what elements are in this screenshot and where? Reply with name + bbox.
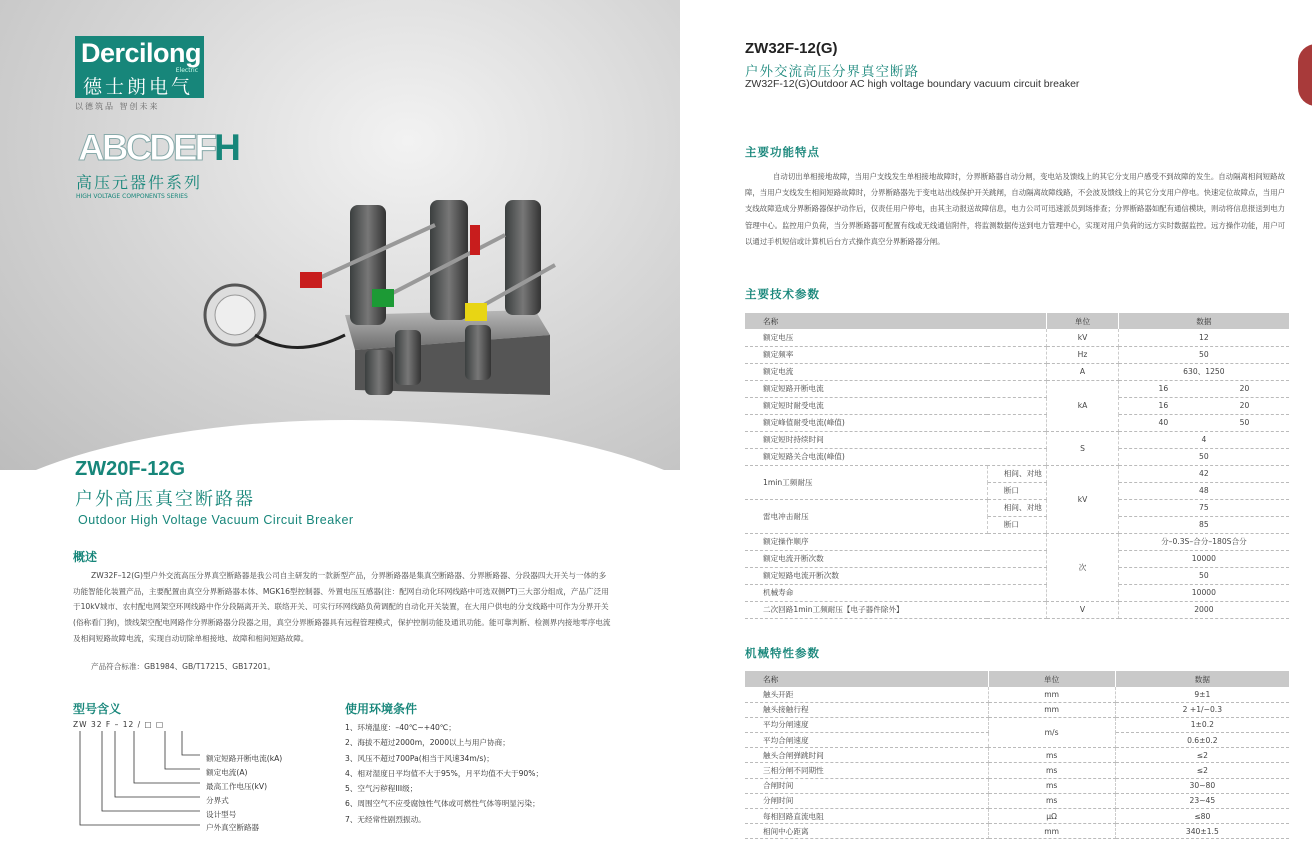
table-row bbox=[745, 465, 1289, 482]
model-code: ZW 32 F – 12 / □ □ bbox=[73, 720, 165, 729]
cell-unit: kV bbox=[1047, 329, 1119, 346]
series-logo-mark bbox=[78, 127, 238, 169]
table-row bbox=[745, 448, 1289, 465]
cell-unit: kA bbox=[1047, 380, 1119, 431]
environment-item: 1、环境温度：–40℃~+40℃； bbox=[345, 723, 456, 732]
cell-value: 10000 bbox=[1118, 550, 1289, 567]
logo-brand-cn: 德士朗电气 bbox=[83, 76, 194, 98]
cell-value: ≤80 bbox=[1115, 809, 1289, 824]
model-label-boundary: 分界式 bbox=[206, 796, 229, 805]
cell-value: 50 bbox=[1118, 448, 1289, 465]
product-title-cn: 户外高压真空断路器 bbox=[75, 489, 255, 510]
table-row bbox=[745, 567, 1289, 584]
table-row bbox=[745, 414, 1289, 431]
cell-name: 平均分闸速度 bbox=[745, 717, 988, 732]
table-row bbox=[745, 380, 1289, 397]
cell-value: 23~45 bbox=[1115, 793, 1289, 808]
mech-params-table bbox=[745, 671, 1289, 839]
overview-heading: 概述 bbox=[73, 550, 98, 564]
cell-unit: S bbox=[1047, 431, 1119, 465]
table-row bbox=[745, 584, 1289, 601]
table-row bbox=[745, 329, 1289, 346]
cell-value: 48 bbox=[1118, 482, 1289, 499]
cell-name: 额定短路开断电流 bbox=[745, 380, 1047, 397]
series-mark-text: ABCDEF bbox=[78, 127, 215, 168]
cell-name: 二次回路1min工频耐压【电子器件除外】 bbox=[745, 601, 1047, 618]
table-row bbox=[745, 533, 1289, 550]
cell-subname: 相间、对地 bbox=[987, 499, 1046, 516]
cell-name: 分闸时间 bbox=[745, 793, 988, 808]
mech-params-heading: 机械特性参数 bbox=[745, 646, 820, 660]
table-row bbox=[745, 550, 1289, 567]
product-title-en: Outdoor High Voltage Vacuum Circuit Breaker bbox=[78, 513, 354, 527]
table-row bbox=[745, 717, 1289, 732]
cell-name: 三相分闸不同期性 bbox=[745, 763, 988, 778]
product-model: ZW20F-12G bbox=[75, 458, 186, 480]
cell-value: 340±1.5 bbox=[1115, 824, 1289, 839]
cell-value: 2 +1/−0.3 bbox=[1115, 702, 1289, 717]
cell-name: 机械寿命 bbox=[745, 584, 1047, 601]
cell-name: 额定短路关合电流(峰值) bbox=[745, 448, 1047, 465]
table-row bbox=[745, 778, 1289, 793]
cell-name: 相间中心距离 bbox=[745, 824, 988, 839]
cell-value: 分–0.3S–合分–180S合分 bbox=[1118, 533, 1289, 550]
cell-subname: 相间、对地 bbox=[987, 465, 1046, 482]
series-mark-h: H bbox=[214, 127, 238, 168]
cell-value bbox=[1118, 414, 1289, 431]
col-header-unit: 单位 bbox=[1047, 313, 1119, 329]
cell-unit: V bbox=[1047, 601, 1119, 618]
series-name-cn: 高压元器件系列 bbox=[76, 173, 203, 192]
table-row bbox=[745, 702, 1289, 717]
right-page bbox=[680, 0, 1312, 857]
environment-item: 6、周围空气不应受腐蚀性气体或可燃性气体等明显污染； bbox=[345, 799, 540, 809]
cell-name: 额定电流开断次数 bbox=[745, 550, 1047, 567]
cell-name: 触头合闸弹跳时间 bbox=[745, 748, 988, 763]
cell-value: ≤2 bbox=[1115, 748, 1289, 763]
cell-unit: m/s bbox=[988, 717, 1115, 747]
cell-name: 额定电压 bbox=[745, 329, 1047, 346]
cell-unit: mm bbox=[988, 687, 1115, 702]
overview-standards: 产品符合标准：GB1984、GB/T17215、GB17201。 bbox=[91, 662, 276, 671]
cell-unit: 次 bbox=[1047, 533, 1119, 601]
page-tab-marker bbox=[1298, 44, 1312, 106]
series-name-en: HIGH VOLTAGE COMPONENTS SERIES bbox=[76, 193, 188, 200]
model-label-design: 设计型号 bbox=[206, 810, 237, 819]
col-header-name: 名称 bbox=[745, 671, 988, 687]
model-label-rated-current: 额定电流(A) bbox=[206, 768, 248, 777]
product-title-cn: 户外交流高压分界真空断路 bbox=[745, 64, 919, 80]
value-a: 40 bbox=[1158, 418, 1169, 427]
environment-item: 5、空气污秽程III级； bbox=[345, 784, 418, 794]
col-header-unit: 单位 bbox=[988, 671, 1115, 687]
table-row bbox=[745, 363, 1289, 380]
cell-value: 50 bbox=[1118, 346, 1289, 363]
cell-value: 2000 bbox=[1118, 601, 1289, 618]
environment-item: 4、相对湿度日平均值不大于95%，月平均值不大于90%； bbox=[345, 768, 544, 778]
cell-name: 触头接触行程 bbox=[745, 702, 988, 717]
cell-name: 额定操作顺序 bbox=[745, 533, 1047, 550]
cell-unit: ms bbox=[988, 793, 1115, 808]
cell-name: 额定短路电流开断次数 bbox=[745, 567, 1047, 584]
cell-value: 42 bbox=[1118, 465, 1289, 482]
col-header-value: 数据 bbox=[1115, 671, 1289, 687]
cell-value: ≤2 bbox=[1115, 763, 1289, 778]
environment-item: 3、风压不超过700Pa(相当于风速34m/s)； bbox=[345, 753, 494, 763]
cell-value: 4 bbox=[1118, 431, 1289, 448]
cell-name: 额定电流 bbox=[745, 363, 1047, 380]
table-row bbox=[745, 687, 1289, 702]
cell-value bbox=[1118, 397, 1289, 414]
cell-value: 30~80 bbox=[1115, 778, 1289, 793]
company-logo bbox=[75, 36, 204, 98]
cell-name: 额定频率 bbox=[745, 346, 1047, 363]
table-row bbox=[745, 809, 1289, 824]
environment-item: 7、无经常性剧烈振动。 bbox=[345, 814, 426, 824]
cell-name: 每相回路直流电阻 bbox=[745, 809, 988, 824]
tech-params-heading: 主要技术参数 bbox=[745, 287, 820, 301]
value-a: 16 bbox=[1158, 384, 1169, 393]
cell-value: 50 bbox=[1118, 567, 1289, 584]
cell-value: 10000 bbox=[1118, 584, 1289, 601]
environment-heading: 使用环境条件 bbox=[345, 702, 418, 716]
cell-unit: ms bbox=[988, 748, 1115, 763]
cell-value: 85 bbox=[1118, 516, 1289, 533]
table-header-row bbox=[745, 671, 1289, 687]
features-heading: 主要功能特点 bbox=[745, 145, 820, 159]
cell-value: 9±1 bbox=[1115, 687, 1289, 702]
cell-unit: kV bbox=[1047, 465, 1119, 533]
value-b: 20 bbox=[1239, 384, 1250, 393]
value-b: 50 bbox=[1239, 418, 1250, 427]
table-row bbox=[745, 748, 1289, 763]
product-photo bbox=[195, 185, 575, 395]
model-label-outdoor-vcb: 户外真空断路器 bbox=[206, 823, 260, 832]
cell-name: 额定短时耐受电流 bbox=[745, 397, 1047, 414]
cell-name: 雷电冲击耐压 bbox=[745, 499, 987, 533]
table-row bbox=[745, 397, 1289, 414]
table-row bbox=[745, 763, 1289, 778]
col-header-name: 名称 bbox=[745, 313, 1047, 329]
table-header-row bbox=[745, 313, 1289, 329]
model-meaning-heading: 型号含义 bbox=[73, 702, 122, 716]
value-a: 16 bbox=[1158, 401, 1169, 410]
cell-value: 1±0.2 bbox=[1115, 717, 1289, 732]
logo-brand-en: Dercilong bbox=[81, 38, 202, 68]
cell-name: 额定短时持续时间 bbox=[745, 431, 1047, 448]
product-model: ZW32F-12(G) bbox=[745, 40, 838, 57]
cell-name: 额定峰值耐受电流(峰值) bbox=[745, 414, 1047, 431]
environment-list bbox=[345, 720, 543, 827]
cell-subname: 断口 bbox=[987, 516, 1046, 533]
cell-unit: mm bbox=[988, 824, 1115, 839]
model-label-max-voltage: 最高工作电压(kV) bbox=[206, 782, 268, 791]
table-row bbox=[745, 793, 1289, 808]
model-meaning-diagram bbox=[70, 717, 330, 837]
product-title-en: ZW32F-12(G)Outdoor AC high voltage boundary vacuum circuit breaker bbox=[745, 78, 1080, 90]
cell-name: 合闸时间 bbox=[745, 778, 988, 793]
cell-value: 0.6±0.2 bbox=[1115, 733, 1289, 748]
logo-slogan: 以德筑品 智创未来 bbox=[75, 102, 160, 111]
cell-unit: Hz bbox=[1047, 346, 1119, 363]
table-row bbox=[745, 431, 1289, 448]
cell-unit: mm bbox=[988, 702, 1115, 717]
cell-subname: 断口 bbox=[987, 482, 1046, 499]
cell-unit: μΩ bbox=[988, 809, 1115, 824]
cell-value: 12 bbox=[1118, 329, 1289, 346]
value-b: 20 bbox=[1239, 401, 1250, 410]
cell-name: 1min工频耐压 bbox=[745, 465, 987, 499]
cell-value bbox=[1118, 380, 1289, 397]
cell-value: 75 bbox=[1118, 499, 1289, 516]
table-row bbox=[745, 601, 1289, 618]
cell-name: 平均合闸速度 bbox=[745, 733, 988, 748]
table-row bbox=[745, 824, 1289, 839]
cell-value: 630、1250 bbox=[1118, 363, 1289, 380]
features-body: 自动切出单相接地故障，当用户支线发生单相接地故障时，分界断路器自动分闸，变电站及馈线上的其它分支用户感受不到故障的发生。自动隔离相间短路故障，当用户支线发生相间短路故障时，分界断路器先于变电站出线保护开关跳闸，自动隔离故障线路，不会波及馈线上的其它分支用户停电。快速定位故障点，当用户支线故障造成分界断路器保护动作后，仅责任用户停电，由其主动报送故障信息，电力公司可迅速派员到场排查；分界断路器如配有通信模块，则动将信息报送到电力管理中心。监控用户负荷，当分界断路器可配置有线或无线通信附件，将监测数据传送到电力管理中心，实现对用户负荷的远方实时数据监控。远方操作功能，用户可以通过手机短信或计算机后台方式操作真空分界断路器分闸。 bbox=[745, 172, 1285, 246]
cell-unit: ms bbox=[988, 778, 1115, 793]
cell-unit: A bbox=[1047, 363, 1119, 380]
col-header-value: 数据 bbox=[1118, 313, 1289, 329]
cell-name: 触头开距 bbox=[745, 687, 988, 702]
environment-item: 2、海拔不超过2000m，2000以上与用户协商； bbox=[345, 738, 510, 748]
table-row bbox=[745, 346, 1289, 363]
cell-unit: ms bbox=[988, 763, 1115, 778]
logo-brand-sub: Electric bbox=[175, 67, 198, 74]
overview-body: ZW32F–12(G)型户外交流高压分界真空断路器是我公司自主研发的一款新型产品，分界断路器是集真空断路器、分界断路器、分段器四大开关与一体的多功能智能化装置产品，主要配置由真空分界断路器本体、MGK16型控制器、外置电压互感器(注：配网自动化环网线路中可选双侧PT)三大部分组成，产品广泛用于10kV城市、农村配电网架空环网线路中作分段隔离开关、联络开关、可实行环网线路负荷调配的自动化开关装置，在大用户供电的分支线路中可作为分界开关(俗称看门狗)，馈线架空配电网路作分界断路器分段器之用，真空分界断路器具有远程管理模式，保护控制功能及通讯功能。能可靠判断、检测界内接地零序电流及相间短路故障电流，实现自动切除单相接地、故障和相间短路故障。 bbox=[73, 571, 611, 643]
model-label-breaking-current: 额定短路开断电流(kA) bbox=[206, 754, 283, 763]
tech-params-table bbox=[745, 313, 1289, 619]
table-row bbox=[745, 499, 1289, 516]
